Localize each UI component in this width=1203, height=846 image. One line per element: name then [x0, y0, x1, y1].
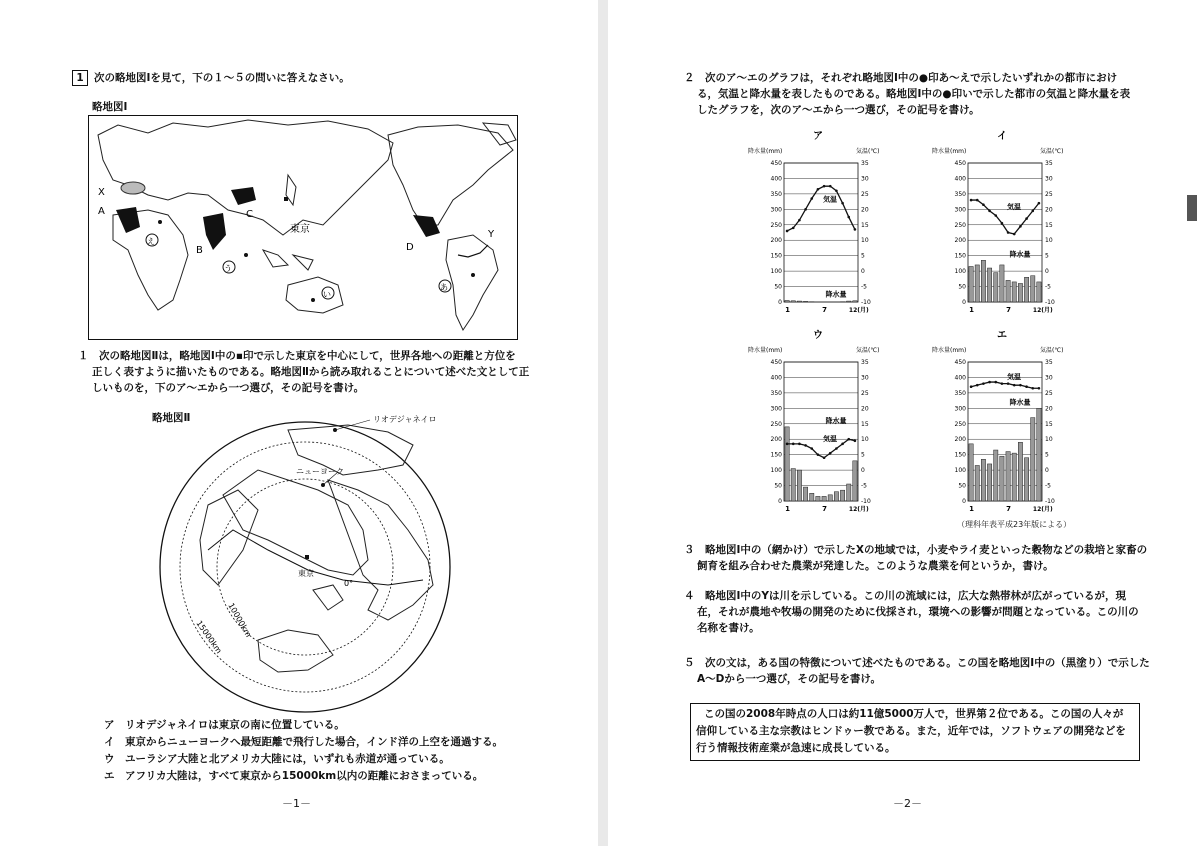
chart-title: ア	[813, 131, 823, 142]
y-left-tick-label: 300	[954, 206, 966, 214]
precip-bar	[853, 461, 857, 501]
precip-bar	[975, 265, 979, 302]
choice-e: エ アフリカ大陸は，すべて東京から15000km以内の距離におさまっている。	[104, 770, 484, 782]
precip-bar	[1024, 458, 1028, 501]
page-1	[0, 0, 598, 846]
climate-chart-u	[748, 327, 888, 519]
q3-line-1: ３ 略地図Ⅰ中の（網かけ）で示したXの地域では，小麦やライ麦といった穀物などの栽培と家畜の	[684, 544, 1148, 556]
y-left-axis-label: 降水量(mm)	[748, 148, 783, 155]
temp-point	[810, 197, 813, 200]
x-tick-label: 1	[969, 505, 974, 513]
precip-bar	[828, 495, 832, 501]
y-left-tick-label: 150	[954, 252, 966, 260]
y-left-tick-label: 0	[778, 498, 782, 505]
precip-bar	[803, 301, 807, 302]
page-2	[608, 0, 1203, 846]
temp-point	[804, 444, 807, 447]
q5-line-2: A～Dから一つ選び，その記号を書け。	[697, 673, 882, 685]
temp-point	[1031, 210, 1034, 213]
temp-line	[787, 186, 855, 231]
temp-point	[1007, 231, 1010, 234]
y-left-tick-label: 350	[770, 190, 782, 198]
precip-bar	[785, 427, 789, 501]
precip-bar	[981, 459, 985, 501]
temp-point	[841, 202, 844, 205]
question-number-box: 1	[72, 70, 88, 86]
temp-point	[1038, 202, 1041, 205]
temp-point	[829, 452, 832, 455]
precip-bar	[791, 469, 795, 501]
precip-bar	[810, 493, 814, 501]
precip-bar	[797, 470, 801, 501]
temp-point	[1031, 387, 1034, 390]
map1-title: 略地図Ⅰ	[92, 101, 128, 113]
label-equator-zero: 0°	[344, 579, 354, 588]
y-left-tick-label: 150	[954, 451, 966, 459]
tokyo-center-marker	[305, 555, 309, 559]
precip-bar	[791, 301, 795, 302]
y-left-axis-label: 降水量(mm)	[748, 347, 783, 354]
y-left-tick-label: 400	[770, 374, 782, 382]
y-left-tick-label: 150	[770, 451, 782, 459]
chart-title: エ	[997, 330, 1007, 341]
x-tick-label: 12(月)	[848, 506, 869, 513]
x-tick-label: 12(月)	[1032, 506, 1053, 513]
temp-point	[1025, 385, 1028, 388]
precip-bar	[834, 492, 838, 501]
choice-u: ウ ユーラシア大陸と北アメリカ大陸には，いずれも赤道が通っている。	[104, 753, 450, 765]
y-right-tick-label: 0	[861, 467, 865, 475]
temp-series-label: 気温	[1007, 202, 1021, 211]
label-u-circle: う	[224, 264, 232, 273]
y-left-tick-label: 50	[774, 283, 782, 291]
y-left-tick-label: 400	[770, 175, 782, 183]
plot-frame	[784, 163, 858, 302]
precip-bar	[969, 266, 973, 302]
precip-bar	[994, 273, 998, 302]
climate-chart-a	[748, 128, 888, 320]
y-right-tick-label: -10	[861, 498, 871, 505]
precip-bar	[1031, 418, 1035, 501]
precip-bar	[847, 301, 851, 302]
temp-point	[988, 381, 991, 384]
x-tick-label: 7	[1006, 306, 1011, 314]
y-left-tick-label: 250	[954, 420, 966, 428]
y-right-tick-label: 5	[861, 252, 865, 260]
y-left-tick-label: 200	[954, 237, 966, 245]
page-1-number: －1－	[282, 797, 311, 810]
q4-line-1: ４ 略地図Ⅰ中のYは川を示している。この川の流域には，広大な熱帯林が広がっているが，現	[684, 590, 1127, 602]
precip-bar	[1006, 280, 1010, 302]
x-tick-label: 1	[785, 306, 790, 314]
q2-line-1: ２ 次のア～エのグラフは，それぞれ略地図Ⅰ中の●印あ～えで示したいずれかの都市におけ	[684, 72, 1118, 84]
y-right-axis-label: 気温(℃)	[1040, 347, 1064, 354]
temp-line	[971, 382, 1039, 388]
temp-point	[994, 214, 997, 217]
precip-bar	[822, 496, 826, 501]
y-left-tick-label: 0	[778, 299, 782, 306]
choice-i: イ 東京からニューヨークへ最短距離で飛行した場合，インド洋の上空を通過する。	[104, 736, 503, 748]
q1-line-3: しいものを，下のア～エから一つ選び，その記号を書け。	[92, 382, 365, 394]
y-right-axis-label: 気温(℃)	[856, 347, 880, 354]
box-line-3: 行う情報技術産業が急速に成長している。	[696, 742, 896, 754]
label-C: C	[246, 209, 253, 220]
temp-point	[798, 219, 801, 222]
question-1-header: 1 次の略地図Ⅰを見て，下の１～５の問いに答えなさい。	[72, 70, 350, 86]
y-right-tick-label: 15	[1045, 420, 1053, 428]
precip-bar	[1018, 442, 1022, 501]
y-right-tick-label: 15	[861, 221, 869, 229]
y-left-tick-label: 350	[954, 389, 966, 397]
y-right-tick-label: 10	[1045, 436, 1053, 444]
y-right-tick-label: 0	[1045, 268, 1049, 276]
climate-chart-i	[932, 128, 1072, 320]
y-left-tick-label: 450	[770, 359, 782, 366]
precip-bar	[840, 490, 844, 501]
q3-line-2: 飼育を組み合わせた農業が発達した。このような農業を何というか，書け。	[697, 560, 1054, 572]
y-left-axis-label: 降水量(mm)	[932, 347, 967, 354]
precip-bar	[853, 301, 857, 302]
label-A: A	[98, 206, 105, 217]
y-right-tick-label: -10	[861, 299, 871, 306]
y-right-tick-label: 5	[1045, 451, 1049, 459]
precip-bar	[981, 260, 985, 302]
precip-bar	[1018, 283, 1022, 302]
temp-series-label: 気温	[823, 195, 837, 204]
azimuthal-map-2	[148, 410, 468, 716]
y-right-tick-label: 20	[1045, 405, 1053, 413]
y-right-tick-label: 25	[861, 389, 869, 397]
y-left-tick-label: 0	[962, 498, 966, 505]
q4-line-2: 在，それが農地や牧場の開発のために伐採され，環境への影響が問題となっている。この川の	[697, 606, 1139, 618]
side-tab	[1187, 195, 1197, 221]
y-right-tick-label: -5	[1045, 283, 1051, 291]
y-right-tick-label: 35	[1045, 359, 1053, 366]
y-left-axis-label: 降水量(mm)	[932, 148, 967, 155]
y-right-tick-label: 30	[1045, 175, 1053, 183]
temp-point	[854, 228, 857, 231]
temp-line	[971, 200, 1039, 234]
y-right-axis-label: 気温(℃)	[1040, 148, 1064, 155]
temp-point	[804, 208, 807, 211]
precip-bar	[816, 496, 820, 501]
y-left-tick-label: 250	[954, 221, 966, 229]
label-e-circle: え	[147, 237, 155, 246]
temp-point	[1013, 233, 1016, 236]
temp-point	[835, 190, 838, 193]
label-i-circle: い	[323, 290, 331, 299]
q2-line-3: したグラフを，次のア～エから一つ選び，その記号を書け。	[697, 104, 980, 116]
y-left-tick-label: 250	[770, 221, 782, 229]
temp-point	[829, 185, 832, 188]
climate-chart-e	[932, 327, 1072, 519]
temp-point	[976, 384, 979, 387]
temp-point	[847, 216, 850, 219]
box-line-2: 信仰している主な宗教はヒンドゥー教である。また，近年では，ソフトウェアの開発などを	[696, 725, 1126, 737]
y-left-tick-label: 100	[954, 268, 966, 276]
temp-point	[847, 438, 850, 441]
chart-title: ウ	[813, 330, 823, 341]
y-left-tick-label: 150	[770, 252, 782, 260]
choice-a: ア リオデジャネイロは東京の南に位置している。	[104, 719, 345, 731]
precip-bar	[975, 465, 979, 501]
y-left-tick-label: 350	[954, 190, 966, 198]
y-right-tick-label: 20	[861, 405, 869, 413]
y-left-tick-label: 400	[954, 374, 966, 382]
temp-point	[1001, 222, 1004, 225]
temp-point	[798, 443, 801, 446]
chart-title: イ	[997, 131, 1007, 142]
label-15000km: 15000km	[194, 618, 224, 656]
precip-bar	[1037, 282, 1041, 302]
precip-bar	[847, 484, 851, 501]
data-source: （理科年表平成23年版による）	[957, 520, 1072, 529]
y-left-tick-label: 300	[770, 206, 782, 214]
precip-bar	[1006, 452, 1010, 501]
temp-point	[854, 439, 857, 442]
y-left-tick-label: 450	[954, 359, 966, 366]
y-right-tick-label: 35	[861, 359, 869, 366]
y-left-tick-label: 350	[770, 389, 782, 397]
x-tick-label: 1	[969, 306, 974, 314]
precip-bar	[1031, 276, 1035, 302]
precip-bar	[785, 300, 789, 302]
temp-point	[1038, 387, 1041, 390]
label-Y: Y	[488, 229, 495, 240]
temp-line	[787, 439, 855, 458]
q1-line-1: １ 次の略地図Ⅱは，略地図Ⅰ中の▪印で示した東京を中心にして，世界各地への距離と方位を	[78, 350, 516, 362]
y-left-tick-label: 200	[770, 237, 782, 245]
temp-point	[970, 199, 973, 202]
temp-point	[823, 456, 826, 459]
page-2-number: －2－	[893, 797, 922, 810]
y-right-tick-label: 20	[861, 206, 869, 214]
temp-point	[988, 210, 991, 213]
precip-bar	[797, 301, 801, 302]
y-right-tick-label: 25	[861, 190, 869, 198]
y-right-tick-label: -10	[1045, 498, 1055, 505]
y-right-tick-label: 30	[1045, 374, 1053, 382]
y-right-tick-label: 25	[1045, 190, 1053, 198]
label-tokyo: 東京	[290, 224, 310, 235]
y-right-tick-label: 15	[1045, 221, 1053, 229]
temp-point	[835, 447, 838, 450]
temp-point	[810, 447, 813, 450]
y-right-tick-label: 35	[1045, 160, 1053, 167]
y-right-tick-label: 35	[861, 160, 869, 167]
y-right-tick-label: 30	[861, 374, 869, 382]
y-right-tick-label: 20	[1045, 206, 1053, 214]
x-tick-label: 7	[822, 306, 827, 314]
label-B: B	[196, 245, 203, 256]
y-left-tick-label: 50	[958, 482, 966, 490]
temp-point	[786, 443, 789, 446]
y-left-tick-label: 100	[770, 268, 782, 276]
precip-bar	[1012, 453, 1016, 501]
x-tick-label: 12(月)	[848, 307, 869, 314]
precip-bar	[994, 450, 998, 501]
precip-bar	[1000, 456, 1004, 501]
temp-point	[823, 185, 826, 188]
precip-bar	[1012, 282, 1016, 302]
precip-bar	[803, 487, 807, 501]
y-left-tick-label: 50	[774, 482, 782, 490]
temp-point	[976, 199, 979, 202]
x-tick-label: 7	[822, 505, 827, 513]
y-right-tick-label: 5	[861, 451, 865, 459]
label-D: D	[406, 242, 414, 253]
temp-point	[982, 203, 985, 206]
temp-point	[1019, 384, 1022, 387]
y-left-tick-label: 300	[954, 405, 966, 413]
q5-line-1: ５ 次の文は，ある国の特徴について述べたものである。この国を略地図Ⅰ中の（黒塗り）で示した	[684, 657, 1150, 669]
y-left-tick-label: 300	[770, 405, 782, 413]
y-right-tick-label: 25	[1045, 389, 1053, 397]
box-line-1: この国の2008年時点の人口は約11億5000万人で，世界第２位である。この国の人々が	[704, 708, 1124, 720]
precip-bar	[1037, 408, 1041, 501]
y-right-tick-label: -5	[861, 283, 867, 291]
temp-series-label: 気温	[1007, 373, 1021, 382]
precip-series-label: 降水量	[825, 290, 847, 299]
q4-line-3: 名称を書け。	[697, 622, 760, 634]
label-tokyo-2: 東京	[298, 569, 314, 578]
y-left-tick-label: 450	[954, 160, 966, 167]
label-10000km: 10000km	[226, 601, 253, 639]
temp-point	[1007, 382, 1010, 385]
y-right-tick-label: -10	[1045, 299, 1055, 306]
temp-point	[982, 382, 985, 385]
x-tick-label: 12(月)	[1032, 307, 1053, 314]
precip-bar	[987, 268, 991, 302]
y-left-tick-label: 200	[770, 436, 782, 444]
y-left-tick-label: 200	[954, 436, 966, 444]
temp-series-label: 気温	[823, 434, 837, 443]
precip-series-label: 降水量	[825, 416, 847, 425]
y-left-tick-label: 100	[770, 467, 782, 475]
precip-bar	[969, 444, 973, 501]
x-tick-label: 7	[1006, 505, 1011, 513]
y-left-tick-label: 400	[954, 175, 966, 183]
label-rio: リオデジャネイロ	[373, 415, 437, 424]
label-new-york: ニューヨーク	[296, 467, 344, 476]
precip-series-label: 降水量	[1009, 398, 1031, 407]
x-tick-label: 1	[785, 505, 790, 513]
temp-point	[970, 385, 973, 388]
label-a-circle: あ	[440, 283, 448, 292]
precip-bar	[1000, 265, 1004, 302]
temp-point	[817, 188, 820, 191]
temp-point	[817, 453, 820, 456]
y-left-tick-label: 450	[770, 160, 782, 167]
temp-point	[786, 230, 789, 233]
temp-point	[1001, 382, 1004, 385]
y-right-tick-label: 15	[861, 420, 869, 428]
tokyo-marker	[284, 197, 288, 201]
y-right-tick-label: 5	[1045, 252, 1049, 260]
map2-title: 略地図Ⅱ	[152, 412, 191, 424]
y-right-tick-label: 10	[861, 436, 869, 444]
temp-point	[994, 381, 997, 384]
temp-point	[1013, 384, 1016, 387]
temp-point	[792, 443, 795, 446]
y-right-tick-label: -5	[861, 482, 867, 490]
label-X: X	[98, 187, 105, 198]
y-left-tick-label: 100	[954, 467, 966, 475]
y-left-tick-label: 250	[770, 420, 782, 428]
y-right-tick-label: 10	[861, 237, 869, 245]
precip-bar	[987, 464, 991, 501]
world-map-1	[88, 115, 518, 340]
temp-point	[841, 443, 844, 446]
y-right-tick-label: 0	[861, 268, 865, 276]
y-right-axis-label: 気温(℃)	[856, 148, 880, 155]
q1-line-2: 正しく表すように描いたものである。略地図Ⅱから読み取れることについて述べた文として正	[92, 366, 530, 378]
temp-point	[792, 227, 795, 230]
y-left-tick-label: 50	[958, 283, 966, 291]
q2-line-2: る，気温と降水量を表したものである。略地図Ⅰ中の●印いで示した都市の気温と降水量を表	[697, 88, 1131, 100]
y-left-tick-label: 0	[962, 299, 966, 306]
y-right-tick-label: 10	[1045, 237, 1053, 245]
precip-series-label: 降水量	[1009, 250, 1031, 259]
y-right-tick-label: 0	[1045, 467, 1049, 475]
y-right-tick-label: -5	[1045, 482, 1051, 490]
temp-point	[1019, 225, 1022, 228]
precip-bar	[1024, 277, 1028, 302]
temp-point	[1025, 217, 1028, 220]
y-right-tick-label: 30	[861, 175, 869, 183]
